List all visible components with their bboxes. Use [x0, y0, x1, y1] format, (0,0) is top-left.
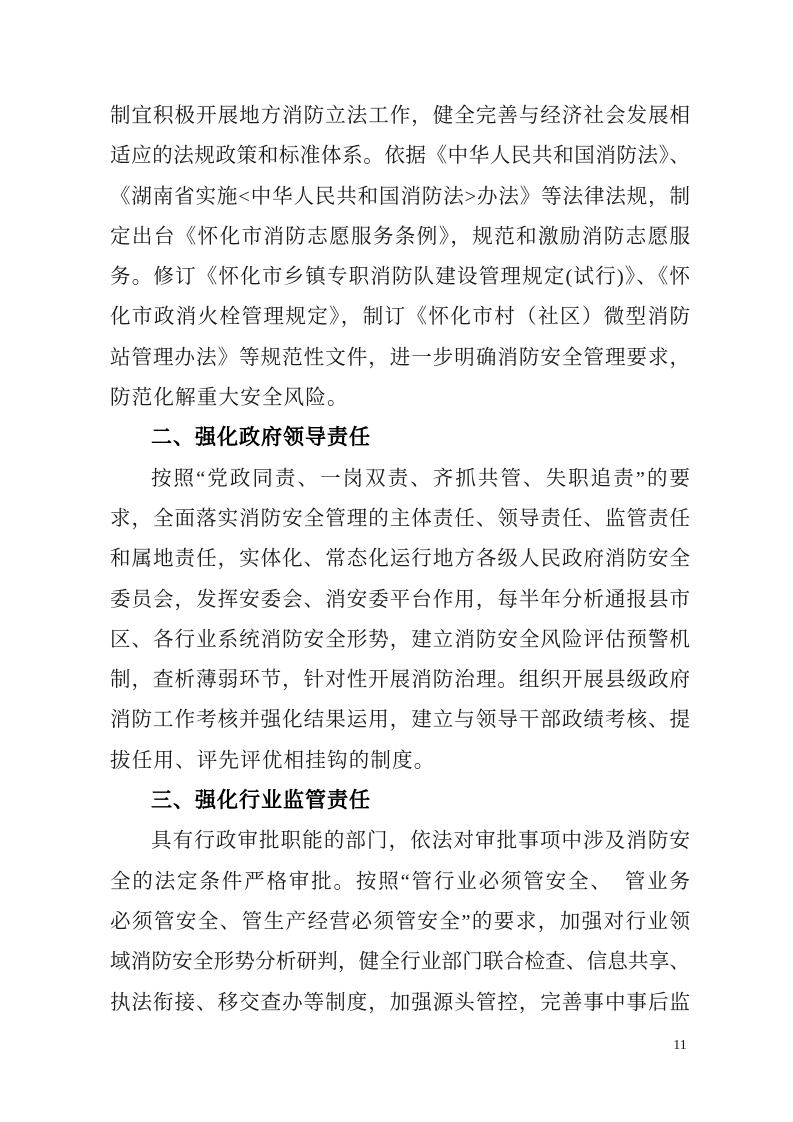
text-line: 委员会，发挥安委会、消安委平台作用，每半年分析通报县市 [110, 588, 690, 611]
text-line: 全的法定条件严格审批。按照“管行业必须管安全、 管业务 [110, 870, 690, 893]
text-line: 站管理办法》等规范性文件，进一步明确消防安全管理要求， [110, 346, 690, 369]
text-line: 和属地责任，实体化、常态化运行地方各级人民政府消防安全 [110, 548, 690, 571]
text-line: 《湖南省实施<中华人民共和国消防法>办法》等法律法规，制 [110, 185, 690, 208]
text-line: 适应的法规政策和标准体系。依据《中华人民共和国消防法》、 [110, 145, 690, 168]
text-line: 制宜积极开展地方消防立法工作，健全完善与经济社会发展相 [110, 105, 690, 127]
text-line: 防范化解重大安全风险。 [110, 387, 349, 410]
text-line: 具有行政审批职能的部门，依法对审批事项中涉及消防安 [151, 830, 690, 853]
page-number: 11 [673, 1038, 687, 1053]
section-heading: 三、强化行业监管责任 [151, 789, 371, 813]
text-line: 必须管安全、管生产经营必须管安全”的要求，加强对行业领 [110, 910, 690, 933]
section-heading: 二、强化政府领导责任 [151, 426, 371, 450]
text-line: 执法衔接、移交查办等制度，加强源头管控，完善事中事后监 [110, 991, 690, 1014]
text-line: 化市政消火栓管理规定》，制订《怀化市村（社区）微型消防 [110, 306, 690, 329]
text-line: 定出台《怀化市消防志愿服务条例》，规范和激励消防志愿服 [110, 225, 690, 248]
text-line: 按照“党政同责、一岗双责、齐抓共管、失职追责”的要 [151, 467, 690, 490]
text-line: 拔任用、评先评优相挂钩的制度。 [110, 749, 436, 772]
text-line: 消防工作考核并强化结果运用，建立与领导干部政绩考核、提 [110, 709, 690, 732]
text-line: 制，查析薄弱环节，针对性开展消防治理。组织开展县级政府 [110, 669, 690, 692]
document-body [110, 96, 690, 1023]
text-line: 求，全面落实消防安全管理的主体责任、领导责任、监管责任 [110, 507, 690, 530]
text-line: 区、各行业系统消防安全形势，建立消防安全风险评估预警机 [110, 628, 690, 651]
text-line: 域消防安全形势分析研判，健全行业部门联合检查、信息共享、 [110, 951, 690, 974]
text-line: 务。修订《怀化市乡镇专职消防队建设管理规定(试行)》、《怀 [110, 266, 690, 289]
